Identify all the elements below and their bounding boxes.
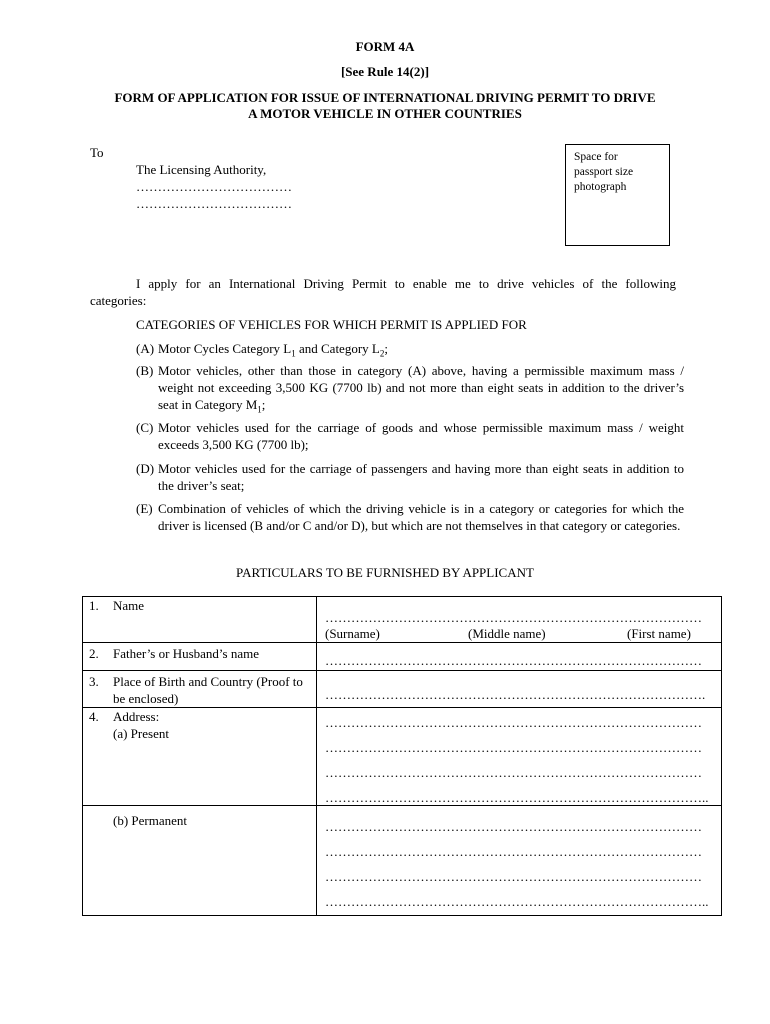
birth-field[interactable] [317, 671, 722, 708]
birth-dots: ……………………………………………………………………………. [325, 687, 706, 702]
present-dots-2: …………………………………………………………………………… [325, 740, 702, 755]
form-number: FORM 4A [355, 39, 415, 54]
birth-number: 3. [89, 674, 99, 689]
form-title-line2: A MOTOR VEHICLE IN OTHER COUNTRIES [248, 106, 522, 121]
father-number: 2. [89, 646, 99, 661]
rule-reference: [See Rule 14(2)] [340, 64, 430, 79]
father-label-cell [83, 643, 317, 671]
category-a-mid: and Category L [295, 341, 380, 356]
form-title-line1: FORM OF APPLICATION FOR ISSUE OF INTERNATIONAL DRIVING PERMIT TO DRIVE [114, 90, 656, 105]
licensing-authority: The Licensing Authority, [136, 162, 267, 177]
name-dots: …………………………………………………………………………… [325, 610, 702, 625]
first-name-caption: (First name) [627, 626, 691, 641]
category-c-text: Motor vehicles used for the carriage of goods and whose permissible maximum mass / weight exceeds 3,500 KG (7700 lb); [158, 420, 684, 452]
present-address-field[interactable] [317, 708, 722, 806]
category-a-sub2: 2 [379, 348, 385, 359]
permanent-label-cell [83, 806, 317, 916]
permanent-dots-4: …………………………………………………………………………….. [325, 894, 709, 909]
photo-box-line1: Space for [574, 151, 618, 163]
name-label: Name [113, 598, 145, 613]
intro-line1: I apply for an International Driving Permit to enable me to drive vehicles of the following [136, 276, 676, 291]
father-field[interactable] [317, 643, 722, 671]
category-b-label: (B) [136, 363, 154, 378]
authority-dots-2: ……………………………… [136, 196, 292, 211]
category-b-post: ; [261, 397, 266, 412]
category-b [136, 362, 684, 413]
categories-heading: CATEGORIES OF VEHICLES FOR WHICH PERMIT IS APPLIED FOR [136, 317, 527, 332]
particulars-heading: PARTICULARS TO BE FURNISHED BY APPLICANT [236, 565, 534, 580]
surname-caption: (Surname) [325, 626, 380, 641]
category-e-text: Combination of vehicles of which the driving vehicle is in a category or categories for which the driver is licensed (B and/or C and/or D), but which are not themselves in that category or categories. [158, 501, 684, 533]
category-e [136, 500, 684, 534]
category-a [136, 340, 684, 357]
category-d-text: Motor vehicles used for the carriage of passengers and having more than eight seats in addition to the driver’s seat; [158, 461, 684, 493]
address-label: Address: [113, 709, 160, 724]
photo-box-line2: passport size [574, 166, 634, 178]
permanent-address-label: (b) Permanent [113, 813, 188, 828]
table-row [83, 597, 722, 643]
category-a-post: ; [384, 341, 388, 356]
present-dots-3: …………………………………………………………………………… [325, 765, 702, 780]
birth-label: Place of Birth and Country (Proof to be enclosed) [113, 674, 303, 706]
present-dots-4: …………………………………………………………………………….. [325, 790, 709, 805]
table-row [83, 806, 722, 916]
photo-box-line3: photograph [574, 181, 627, 193]
photo-box [565, 144, 670, 246]
category-a-sub1: 1 [291, 348, 296, 359]
name-field[interactable] [317, 597, 722, 643]
table-row [83, 643, 722, 671]
category-c-label: (C) [136, 420, 154, 435]
authority-dots-1: ……………………………… [136, 179, 292, 194]
name-label-cell [83, 597, 317, 643]
birth-label-cell [83, 671, 317, 708]
present-address-label: (a) Present [113, 726, 169, 741]
name-number: 1. [89, 598, 99, 613]
permanent-address-field[interactable] [317, 806, 722, 916]
category-d [136, 460, 684, 494]
table-row [83, 671, 722, 708]
permanent-dots-1: …………………………………………………………………………… [325, 819, 702, 834]
to-label: To [90, 145, 104, 160]
category-d-label: (D) [136, 461, 155, 476]
category-b-sub: 1 [257, 404, 262, 415]
category-b-text: Motor vehicles, other than those in category (A) above, having a permissible maximum mass / weight not exceeding 3,500 KG (7700 lb) and not more than eight seats in addition to the driver’s seat in Category M [158, 363, 684, 412]
table-row [83, 708, 722, 806]
category-a-text: Motor Cycles Category L [158, 341, 292, 356]
permanent-dots-3: …………………………………………………………………………… [325, 869, 702, 884]
father-label: Father’s or Husband’s name [113, 646, 259, 661]
father-dots: …………………………………………………………………………… [325, 653, 702, 668]
intro-line2: categories: [90, 293, 147, 308]
present-dots-1: …………………………………………………………………………… [325, 715, 702, 730]
middle-name-caption: (Middle name) [468, 626, 546, 641]
permanent-dots-2: …………………………………………………………………………… [325, 844, 702, 859]
particulars-table [82, 596, 722, 916]
address-number: 4. [89, 709, 99, 724]
address-label-cell [83, 708, 317, 806]
category-e-label: (E) [136, 501, 153, 516]
category-a-label: (A) [136, 341, 155, 356]
category-c [136, 419, 684, 453]
